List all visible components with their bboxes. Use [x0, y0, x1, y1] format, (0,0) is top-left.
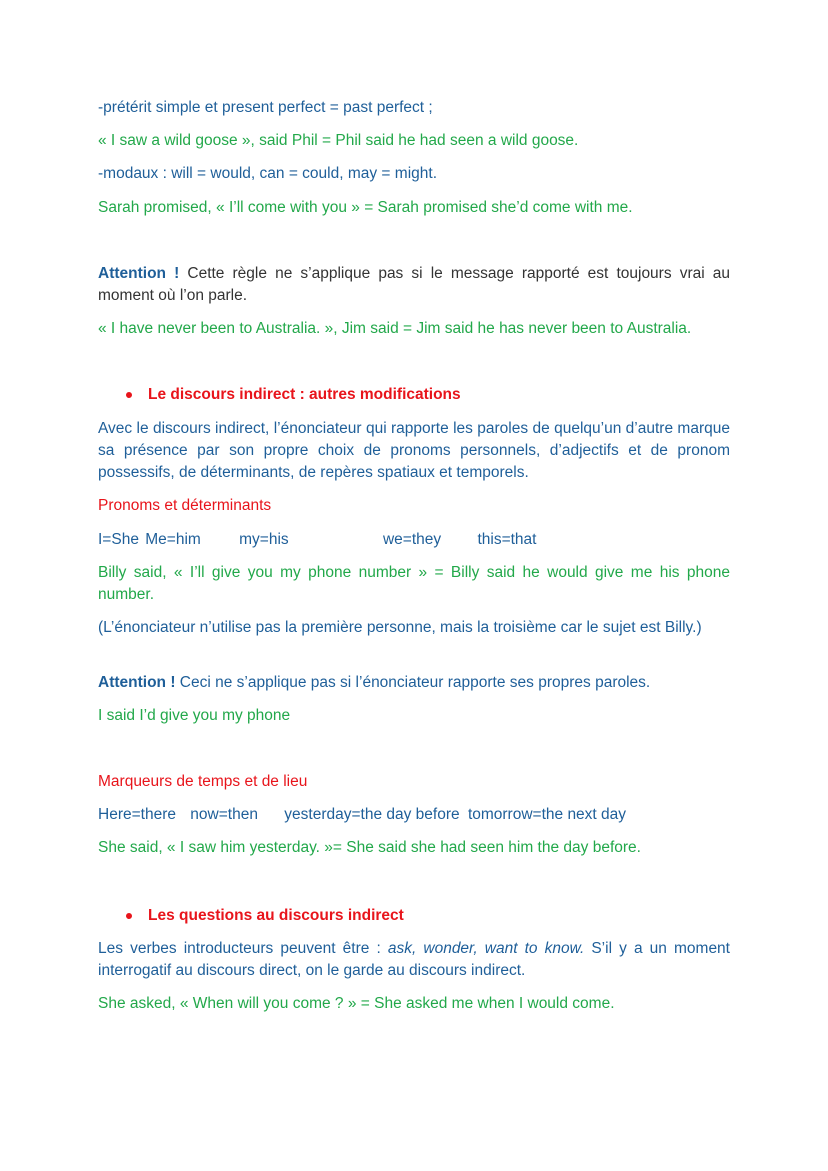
paragraph-questions: [98, 938, 730, 982]
marker-item: Here=there: [98, 806, 176, 823]
note-billy: (L’énonciateur n’utilise pas la première personne, mais la troisième car le sujet est Billy.): [98, 619, 702, 636]
example-billy: Billy said, « I’ll give you my phone number » = Billy said he would give me his phone number.: [98, 564, 730, 603]
example-self: I said I’d give you my phone: [98, 707, 291, 724]
section-heading-questions: Les questions au discours indirect: [148, 907, 404, 924]
marker-item: yesterday=the day before: [284, 806, 460, 823]
attention-label: Attention !: [98, 674, 176, 691]
bullet-icon: [126, 913, 132, 919]
rule-modaux: -modaux : will = would, can = could, may = might.: [98, 165, 438, 182]
paragraph-indirect-speech: Avec le discours indirect, l’énonciateur qui rapporte les paroles de quelqu’un d’autre marque sa présence par son propre choix de pronoms personnels, d’adjectifs et de pronom possessifs, de déterminants, de repères spatiaux et temporels.: [98, 420, 730, 481]
para-end: S’il y a un moment interrogatif au discours direct, on le garde au discours indirect.: [98, 940, 730, 979]
pronoun-item: Me=him: [145, 531, 201, 548]
introductory-verbs: ask, wonder, want to know.: [387, 940, 585, 957]
section-heading-other-changes: Le discours indirect : autres modifications: [148, 386, 461, 403]
bullet-icon: [126, 392, 132, 398]
attention-text: Ceci ne s’applique pas si l’énonciateur rapporte ses propres paroles.: [175, 674, 651, 691]
para-start: Les verbes introducteurs peuvent être :: [98, 940, 388, 957]
pronoun-item: I=She: [98, 531, 139, 548]
example-sarah: Sarah promised, « I’ll come with you » = Sarah promised she’d come with me.: [98, 199, 633, 216]
marker-list: [98, 804, 730, 826]
example-yesterday: She said, « I saw him yesterday. »= She said she had seen him the day before.: [98, 839, 641, 856]
attention-text: Cette règle ne s’applique pas si le message rapporté est toujours vrai au moment où l’on parle.: [98, 265, 731, 304]
pronoun-item: my=his: [239, 531, 289, 548]
example-questions: She asked, « When will you come ? » = She asked me when I would come.: [98, 995, 615, 1012]
marker-item: now=then: [190, 806, 258, 823]
subheading-markers: Marqueurs de temps et de lieu: [98, 773, 308, 790]
marker-item: tomorrow=the next day: [467, 806, 627, 823]
subheading-pronouns: Pronoms et déterminants: [98, 497, 272, 514]
pronoun-item: we=they: [382, 531, 442, 548]
pronoun-list: [98, 529, 730, 551]
attention-label: Attention !: [98, 265, 180, 282]
attention-note-2: [98, 672, 730, 694]
example-australia: « I have never been to Australia. », Jim said = Jim said he has never been to Australia.: [98, 320, 692, 337]
attention-note-1: [98, 263, 730, 307]
pronoun-item: this=that: [477, 531, 537, 548]
example-wild-goose: « I saw a wild goose », said Phil = Phil said he had seen a wild goose.: [98, 132, 579, 149]
rule-preterit: -prétérit simple et present perfect = past perfect ;: [98, 99, 433, 116]
